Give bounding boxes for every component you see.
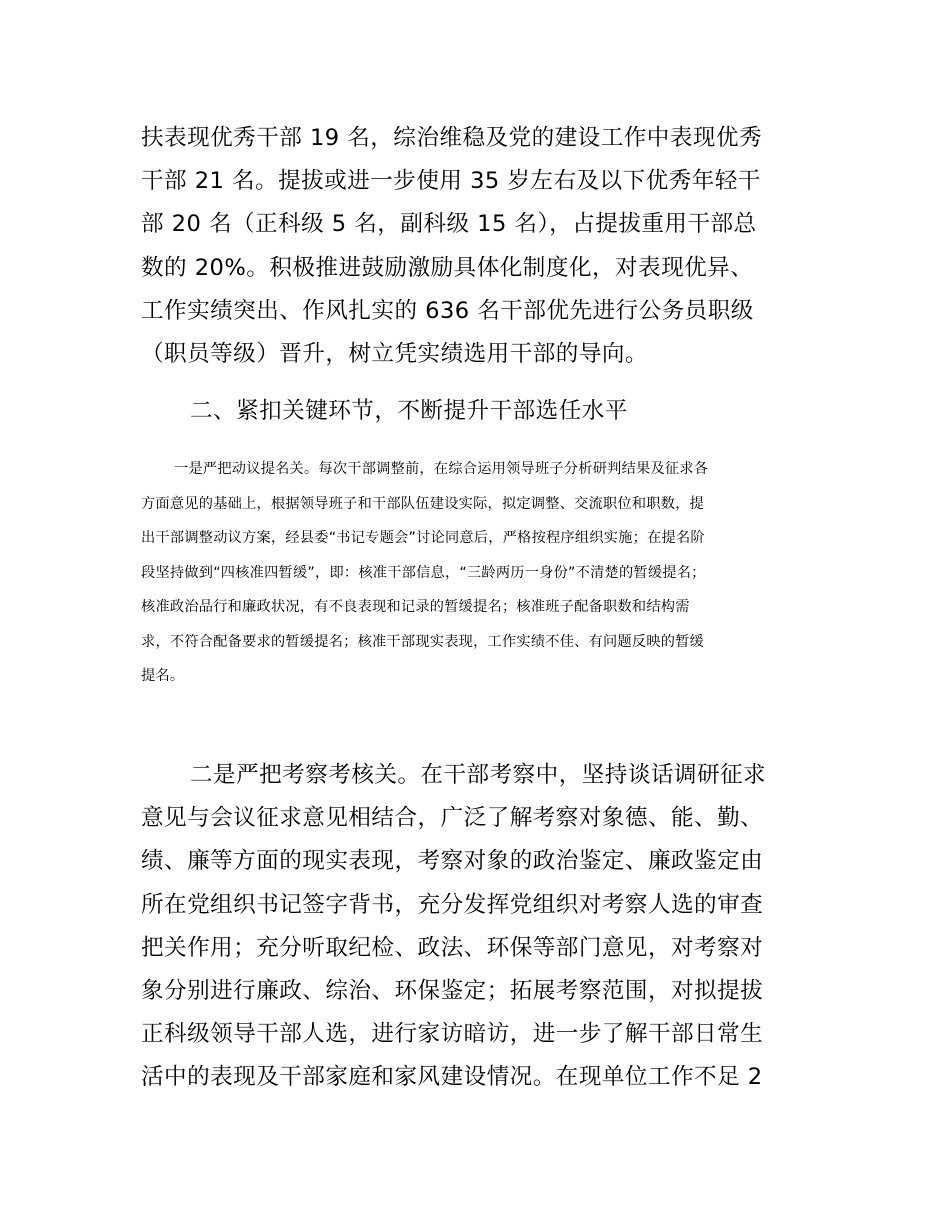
text-line: 部 20 名（正科级 5 名，副科级 15 名），占提拔重用干部总 [141,211,757,238]
text-line: 核准政治品行和廉政状况，有不良表现和记录的暂缓提名；核准班子配备职数和结构需 [141,599,690,615]
text-line: 意见与会议征求意见相结合，广泛了解考察对象德、能、勤、 [141,805,764,832]
text-line: 二是严把考察考核关。在干部考察中，坚持谈话调研征求 [190,762,767,788]
text-line: 一是严把动议提名关。每次干部调整前，在综合运用领导班子分析研判结果及征求各 [174,461,709,477]
text-line: 绩、廉等方面的现实表现，考察对象的政治鉴定、廉政鉴定由 [141,848,764,875]
text-line: （职员等级）晋升，树立凭实绩选用干部的导向。 [141,340,648,367]
text-line: 所在党组织书记签字背书，充分发挥党组织对考察人选的审查 [141,891,764,918]
text-line: 段坚持做到“四核准四暂缓”，即：核准干部信息，“三龄两历一身份”不清楚的暂缓提名； [141,564,706,581]
text-line: 扶表现优秀干部 19 名，综治维稳及党的建设工作中表现优秀 [141,125,763,151]
paragraph-nomination [141,452,811,694]
text-line: 方面意见的基础上，根据领导班子和干部队伍建设实际，拟定调整、交流职位和职数，提 [141,495,705,512]
text-line: 把关作用；充分听取纪检、政法、环保等部门意见，对考察对 [141,934,764,961]
text-line: 求，不符合配备要求的暂缓提名；核准干部现实表现，工作实绩不佳、有问题反映的暂缓 [141,633,705,650]
text-line: 象分别进行廉政、综治、环保鉴定；拓展考察范围，对拟提拔 [141,977,764,1004]
paragraph-inspection [141,754,811,1100]
text-line: 活中的表现及干部家庭和家风建设情况。在现单位工作不足 2 [141,1064,763,1091]
text-line: 数的 20%。积极推进鼓励激励具体化制度化，对表现优异、 [141,254,754,281]
text-line: 出干部调整动议方案，经县委“书记专题会”讨论同意后，严格按程序组织实施；在提名阶 [141,530,705,546]
text-line: 提名。 [141,668,185,684]
text-line: 正科级领导干部人选，进行家访暗访，进一步了解干部日常生 [141,1021,764,1048]
text-line: 工作实绩突出、作风扎实的 636 名干部优先进行公务员职级 [141,297,754,324]
paragraph-achievements [141,117,811,376]
text-line: 干部 21 名。提拔或进一步使用 35 岁左右及以下优秀年轻干 [141,168,761,195]
section-heading: 二、紧扣关键环节，不断提升干部选任水平 [190,398,628,424]
